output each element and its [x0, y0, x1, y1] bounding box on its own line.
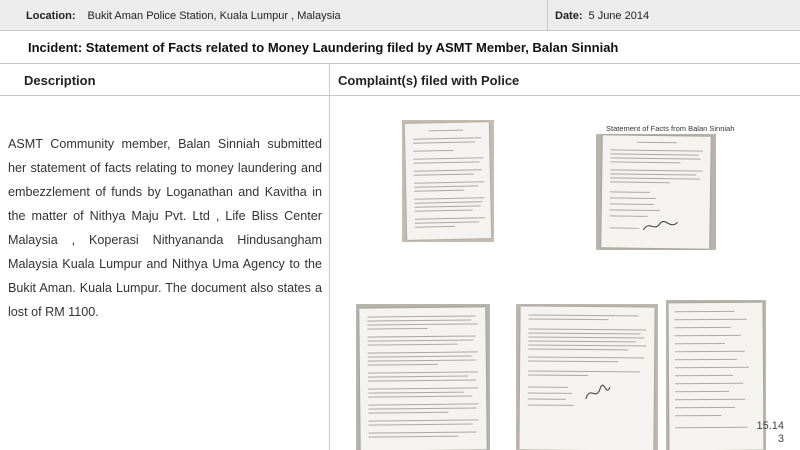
signature-icon	[641, 218, 681, 235]
date-cell	[548, 0, 800, 31]
document-sheet	[519, 306, 654, 450]
signature-icon	[582, 381, 612, 403]
complaint-photos	[330, 96, 800, 450]
document-photo-5[interactable]	[666, 300, 766, 450]
document-photo-4[interactable]	[516, 304, 658, 450]
page-number-line2: 3	[777, 433, 784, 445]
date-label: Date:	[555, 9, 583, 22]
page-number	[752, 420, 784, 446]
description-cell	[0, 96, 330, 450]
header-row	[0, 64, 800, 96]
document-sheet	[668, 303, 763, 450]
document-sheet	[359, 307, 486, 450]
document-sheet	[405, 122, 491, 240]
document-photo-2[interactable]	[596, 134, 716, 250]
info-row	[0, 0, 800, 31]
document-photo-1[interactable]	[402, 120, 494, 242]
document-photo-3[interactable]	[356, 304, 490, 450]
page-number-line1: 15.14	[756, 420, 784, 432]
location-label: Location:	[26, 9, 76, 22]
incident-title: Incident: Statement of Facts related to Money Laundering filed by ASMT Member, Balan Sinniah	[0, 31, 800, 64]
description-header: Description	[0, 64, 330, 96]
location-cell	[0, 0, 548, 31]
document-sheet	[601, 135, 711, 248]
description-text: ASMT Community member, Balan Sinniah submitted her statement of facts relating to money laundering and embezzlement of funds by Loganathan and Kavitha in the matter of Nithya Maju Pvt. Ltd , Life Bliss Center Malaysia , Koperasi Nithyananda Hindusangham Malaysia Kuala Lumpur and Nithya Uma Agency to the Bukit Aman. Kuala Lumpur. The document also states a lost of RM 1100.	[8, 137, 322, 319]
complaints-header: Complaint(s) filed with Police	[338, 72, 520, 88]
location-value: Bukit Aman Police Station, Kuala Lumpur , Malaysia	[87, 9, 341, 22]
date-value: 5 June 2014	[588, 9, 650, 22]
photo-caption: Statement of Facts from Balan Sinniah	[606, 124, 735, 133]
